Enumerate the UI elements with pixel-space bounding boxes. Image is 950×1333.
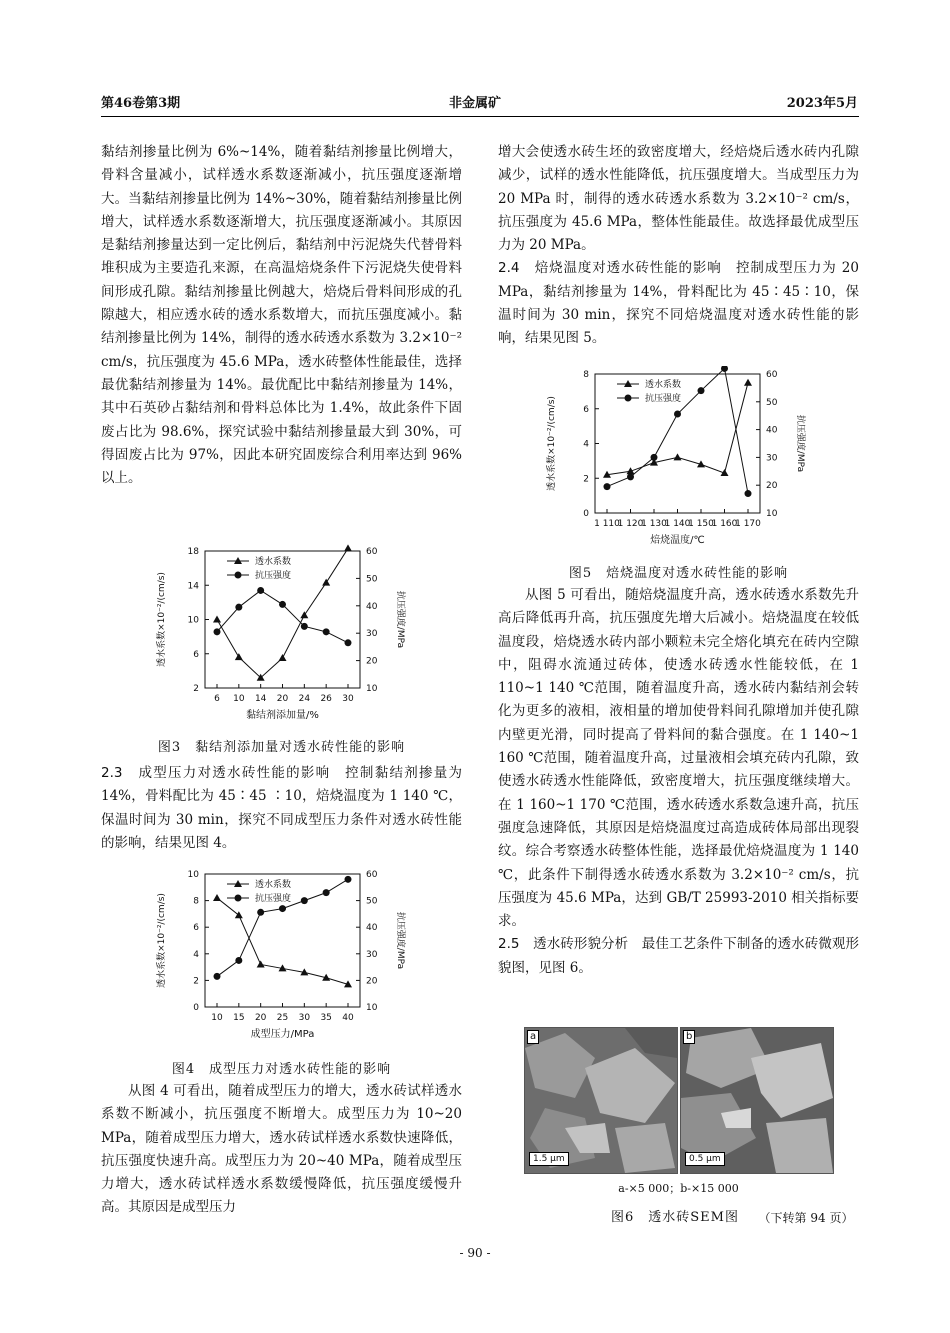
y-tick-label: 6 bbox=[583, 404, 589, 415]
point-permeability bbox=[300, 611, 308, 618]
section-2-4-body: 控制成型压力为 20 MPa，黏结剂掺量为 14%，骨料配比为 45∶45∶10，保温时间为 30 min，探究不同焙烧温度对透水砖性能的影响，结果见图 5。 bbox=[498, 260, 859, 347]
section-2-4-heading: 2.4 焙烧温度对透水砖性能的影响 bbox=[498, 260, 722, 277]
x-tick-label: 14 bbox=[254, 694, 267, 704]
point-strength bbox=[323, 889, 330, 896]
point-strength bbox=[257, 909, 264, 916]
legend-marker bbox=[235, 895, 242, 902]
point-permeability bbox=[674, 453, 682, 460]
x-tick-label: 6 bbox=[214, 694, 220, 704]
y-tick-label: 10 bbox=[187, 615, 199, 626]
x-tick-label: 25 bbox=[276, 1013, 289, 1023]
y2-tick-label: 60 bbox=[766, 370, 778, 380]
caption-fig5: 图5 焙烧温度对透水砖性能的影响 bbox=[568, 566, 789, 581]
x-tick-label: 26 bbox=[320, 694, 332, 704]
header-rule bbox=[101, 116, 859, 117]
y2-tick-label: 50 bbox=[766, 397, 778, 408]
sem-scale-b: 0.5 μm bbox=[685, 1152, 725, 1166]
point-strength bbox=[214, 973, 221, 980]
point-strength bbox=[651, 454, 658, 461]
y-axis-label: 透水系数×10⁻²/(cm/s) bbox=[547, 396, 557, 491]
x-tick-label: 1 160 bbox=[711, 519, 738, 529]
sem-image-a bbox=[524, 1027, 678, 1174]
point-permeability bbox=[744, 379, 752, 386]
point-strength bbox=[235, 604, 242, 611]
x-tick-label: 1 140 bbox=[664, 519, 691, 529]
sem-scale-a: 1.5 μm bbox=[529, 1152, 569, 1166]
section-2-3-body: 控制黏结剂掺量为 14%，骨料配比为 45∶45 ∶10，焙烧温度为 1 140 ℃，保温时间为 30 min，探究不同成型压力条件对透水砖性能的影响，结果见图 4。 bbox=[101, 765, 462, 851]
y-tick-label: 2 bbox=[193, 684, 199, 694]
right-paragraph-2: 从图 5 可看出，随焙烧温度升高，透水砖透水系数先升高后降低再升高，抗压强度先增大后减小。焙烧温度在较低温度段，焙烧透水砖内部小颗粒未完全熔化填充在砖内空隙中，阻碍水流通过砖体，使透水砖透水性能较低，在 1 110~1 140 ℃范围，随着温度升高，透水砖内黏结剂会转化为更多的液相，液相量的增加使骨料间孔隙增加并使孔隙内壁更光滑，同时提高了骨料间的黏合强度。在 1 140~1 160 ℃范围，随着温度升高，过量液相会填充砖内孔隙，致使透水砖透水性能降低，致密度增大，抗压强度继续增大。在 1 160~1 170 ℃范围，透水砖透水系数急速升高，抗压强度急速降低，其原因是焙烧温度过高造成砖体局部出现裂纹。综合考察透水砖整体性能，选择最优焙烧温度为 1 140 ℃，此条件下制得透水砖透水系数为 3.2×10⁻² cm/s，抗压强度为 45.6 MPa，达到 GB/T 25993-2010 相关指标要求。 2.5 透水砖形貌分析 最佳工艺条件下制备的透水砖微观形貌图，见图 6。 bbox=[498, 587, 859, 976]
section-2-5-heading: 2.5 透水砖形貌分析 bbox=[498, 936, 629, 953]
y2-tick-label: 40 bbox=[366, 601, 378, 612]
y-tick-label: 6 bbox=[193, 923, 199, 934]
x-axis-label: 成型压力/MPa bbox=[250, 1029, 315, 1040]
x-tick-label: 1 130 bbox=[641, 519, 667, 529]
caption-fig3: 图3 黏结剂添加量对透水砖性能的影响 bbox=[157, 740, 406, 755]
point-strength bbox=[323, 628, 330, 635]
point-permeability bbox=[235, 911, 243, 918]
y-tick-label: 0 bbox=[583, 509, 589, 519]
page-number: - 90 - bbox=[459, 1246, 491, 1260]
point-strength bbox=[345, 639, 352, 646]
y2-tick-label: 10 bbox=[366, 1003, 378, 1013]
point-strength bbox=[257, 587, 264, 594]
point-strength bbox=[745, 490, 752, 497]
x-axis-label: 黏结剂添加量/% bbox=[246, 710, 319, 721]
x-tick-label: 35 bbox=[320, 1013, 332, 1023]
legend-label: 抗压强度 bbox=[255, 571, 292, 581]
y2-tick-label: 50 bbox=[366, 574, 378, 585]
x-tick-label: 1 120 bbox=[617, 519, 644, 529]
point-permeability bbox=[279, 654, 287, 661]
legend-marker bbox=[235, 572, 242, 579]
caption-fig4: 图4 成型压力对透水砖性能的影响 bbox=[171, 1062, 392, 1077]
point-strength bbox=[604, 483, 611, 490]
series-line-strength bbox=[217, 590, 348, 642]
left-paragraph-1: 黏结剂掺量比例为 6%~14%，随着黏结剂掺量比例增大，骨料含量减小，试样透水系数逐渐减小，抗压强度逐渐增大。当黏结剂掺量比例为 14%~30%，随着黏结剂掺量比例增大，试样透水系数逐渐增大，抗压强度逐渐减小。其原因是黏结剂掺量达到一定比例后，黏结剂中污泥烧失代替骨料堆积成为主要造孔来源，在高温焙烧条件下污泥烧失使骨料间形成孔隙。黏结剂掺量比例越大，焙烧后骨料间形成的孔隙越大，相应透水砖的透水系数增大，而抗压强度减小。黏结剂掺量比例为 14%，制得的透水砖透水系数为 3.2×10⁻² cm/s，抗压强度为 45.6 MPa，透水砖整体性能最佳，选择最优黏结剂掺量为 14%。最优配比中黏结剂掺量为 14%，其中石英砂占黏结剂和骨料总体比为 1.4%，故此条件下固废占比为 98.6%，探究试验中黏结剂掺量最大到 30%，可得固废占比为 97%，因此本研究固废综合利用率达到 96% 以上。 bbox=[101, 144, 462, 487]
point-strength bbox=[279, 905, 286, 912]
x-tick-label: 20 bbox=[254, 1013, 267, 1023]
point-permeability bbox=[627, 467, 635, 474]
point-strength bbox=[235, 957, 242, 964]
y2-tick-label: 60 bbox=[366, 547, 378, 557]
y2-tick-label: 40 bbox=[766, 425, 778, 436]
y2-tick-label: 50 bbox=[366, 896, 378, 907]
x-tick-label: 10 bbox=[233, 694, 245, 704]
legend-label: 抗压强度 bbox=[255, 894, 292, 904]
x-tick-label: 30 bbox=[342, 694, 354, 704]
legend-label: 抗压强度 bbox=[645, 394, 682, 404]
sem-label-b: b bbox=[683, 1030, 695, 1044]
y-axis-label: 透水系数×10⁻²/(cm/s) bbox=[157, 572, 167, 667]
x-tick-label: 24 bbox=[298, 694, 311, 704]
y2-tick-label: 20 bbox=[366, 656, 378, 667]
y2-tick-label: 20 bbox=[366, 976, 378, 987]
sem-label-a: a bbox=[527, 1030, 539, 1044]
chart-fig3 bbox=[150, 543, 410, 733]
legend-label: 透水系数 bbox=[255, 880, 292, 890]
y2-axis-label: 抗压强度/MPa bbox=[395, 911, 405, 970]
right-paragraph-1: 增大会使透水砖生坯的致密度增大，经焙烧后透水砖内孔隙减少，试样的透水性能降低，抗压强度增大。当成型压力为 20 MPa 时，制得的透水砖透水系数为 3.2×10⁻² cm/s，抗压强度为 45.6 MPa，整体性能最佳。故选择最优成型压力为 20 MPa。 2.4 焙烧温度对透水砖性能的影响 控制成型压力为 20 MPa，黏结剂掺量为 14%，骨料配比为 45∶45∶10，保温时间为 30 min，探究不同焙烧温度对透水砖性能的影响，结果见图 5。 bbox=[498, 144, 859, 347]
point-permeability bbox=[213, 616, 221, 623]
caption-fig6-sub: a-×5 000；b-×15 000 bbox=[618, 1182, 739, 1195]
y2-tick-label: 30 bbox=[766, 453, 778, 464]
caption-fig6: 图6 透水砖SEM图 bbox=[611, 1210, 739, 1225]
x-tick-label: 1 110 bbox=[594, 519, 620, 529]
chart-fig5 bbox=[540, 366, 810, 558]
y-axis-label: 透水系数×10⁻²/(cm/s) bbox=[157, 893, 167, 988]
y-tick-label: 8 bbox=[193, 896, 199, 907]
y-tick-label: 8 bbox=[583, 370, 589, 380]
point-strength bbox=[301, 897, 308, 904]
point-permeability bbox=[257, 960, 265, 967]
continued-note: （下转第 94 页） bbox=[758, 1211, 854, 1225]
point-strength bbox=[301, 623, 308, 630]
y2-tick-label: 30 bbox=[366, 949, 378, 960]
x-tick-label: 30 bbox=[298, 1013, 311, 1023]
y-tick-label: 4 bbox=[583, 439, 589, 450]
y-tick-label: 6 bbox=[193, 649, 199, 660]
point-strength bbox=[698, 387, 705, 394]
y2-axis-label: 抗压强度/MPa bbox=[795, 414, 805, 473]
y2-axis-label: 抗压强度/MPa bbox=[395, 590, 405, 649]
section-2-3 bbox=[101, 762, 462, 855]
point-strength bbox=[674, 411, 681, 418]
section-2-5-body: 最佳工艺条件下制备的透水砖微观形貌图，见图 6。 bbox=[498, 936, 859, 976]
y-tick-label: 2 bbox=[193, 976, 199, 987]
y-tick-label: 10 bbox=[187, 870, 199, 880]
point-permeability bbox=[235, 653, 243, 660]
x-tick-label: 10 bbox=[211, 1013, 223, 1023]
y2-tick-label: 30 bbox=[366, 629, 378, 640]
y2-tick-label: 20 bbox=[766, 481, 778, 492]
y2-tick-label: 10 bbox=[366, 684, 378, 694]
journal-date: 2023年5月 bbox=[786, 96, 858, 111]
x-tick-label: 1 150 bbox=[688, 519, 714, 529]
point-permeability bbox=[322, 579, 330, 586]
x-tick-label: 15 bbox=[233, 1013, 245, 1023]
y-tick-label: 4 bbox=[193, 949, 199, 960]
point-strength bbox=[279, 601, 286, 608]
legend-label: 透水系数 bbox=[255, 557, 292, 567]
x-tick-label: 40 bbox=[342, 1013, 354, 1023]
y-tick-label: 0 bbox=[193, 1003, 199, 1013]
x-axis-label: 焙烧温度/℃ bbox=[650, 535, 705, 546]
legend-label: 透水系数 bbox=[645, 380, 682, 390]
y-tick-label: 14 bbox=[187, 581, 199, 592]
point-strength bbox=[627, 473, 634, 480]
chart-fig4 bbox=[150, 866, 410, 1052]
x-tick-label: 20 bbox=[276, 694, 289, 704]
sem-image-b bbox=[680, 1027, 834, 1174]
left-paragraph-3: 从图 4 可看出，随着成型压力的增大，透水砖试样透水系数不断减小，抗压强度不断增大。成型压力为 10~20 MPa，随着成型压力增大，透水砖试样透水系数快速降低，抗压强度快速升高。成型压力为 20~40 MPa，随着成型压力增大，透水砖试样透水系数缓慢降低，抗压强度缓慢升高。其原因是成型压力 bbox=[101, 1083, 462, 1216]
y-tick-label: 18 bbox=[187, 547, 199, 557]
y2-tick-label: 10 bbox=[766, 509, 778, 519]
section-2-3-heading: 2.3 成型压力对透水砖性能的影响 bbox=[101, 765, 331, 781]
point-permeability bbox=[344, 544, 352, 551]
legend-marker bbox=[625, 395, 632, 402]
y-tick-label: 2 bbox=[583, 474, 589, 485]
point-permeability bbox=[721, 469, 729, 476]
point-strength bbox=[345, 876, 352, 883]
journal-title: 非金属矿 bbox=[448, 96, 501, 111]
y2-tick-label: 40 bbox=[366, 923, 378, 934]
journal-volume: 第46卷第3期 bbox=[101, 96, 181, 111]
point-strength bbox=[214, 628, 221, 635]
point-permeability bbox=[213, 894, 221, 901]
x-tick-label: 1 170 bbox=[735, 519, 761, 529]
y2-tick-label: 60 bbox=[366, 870, 378, 880]
